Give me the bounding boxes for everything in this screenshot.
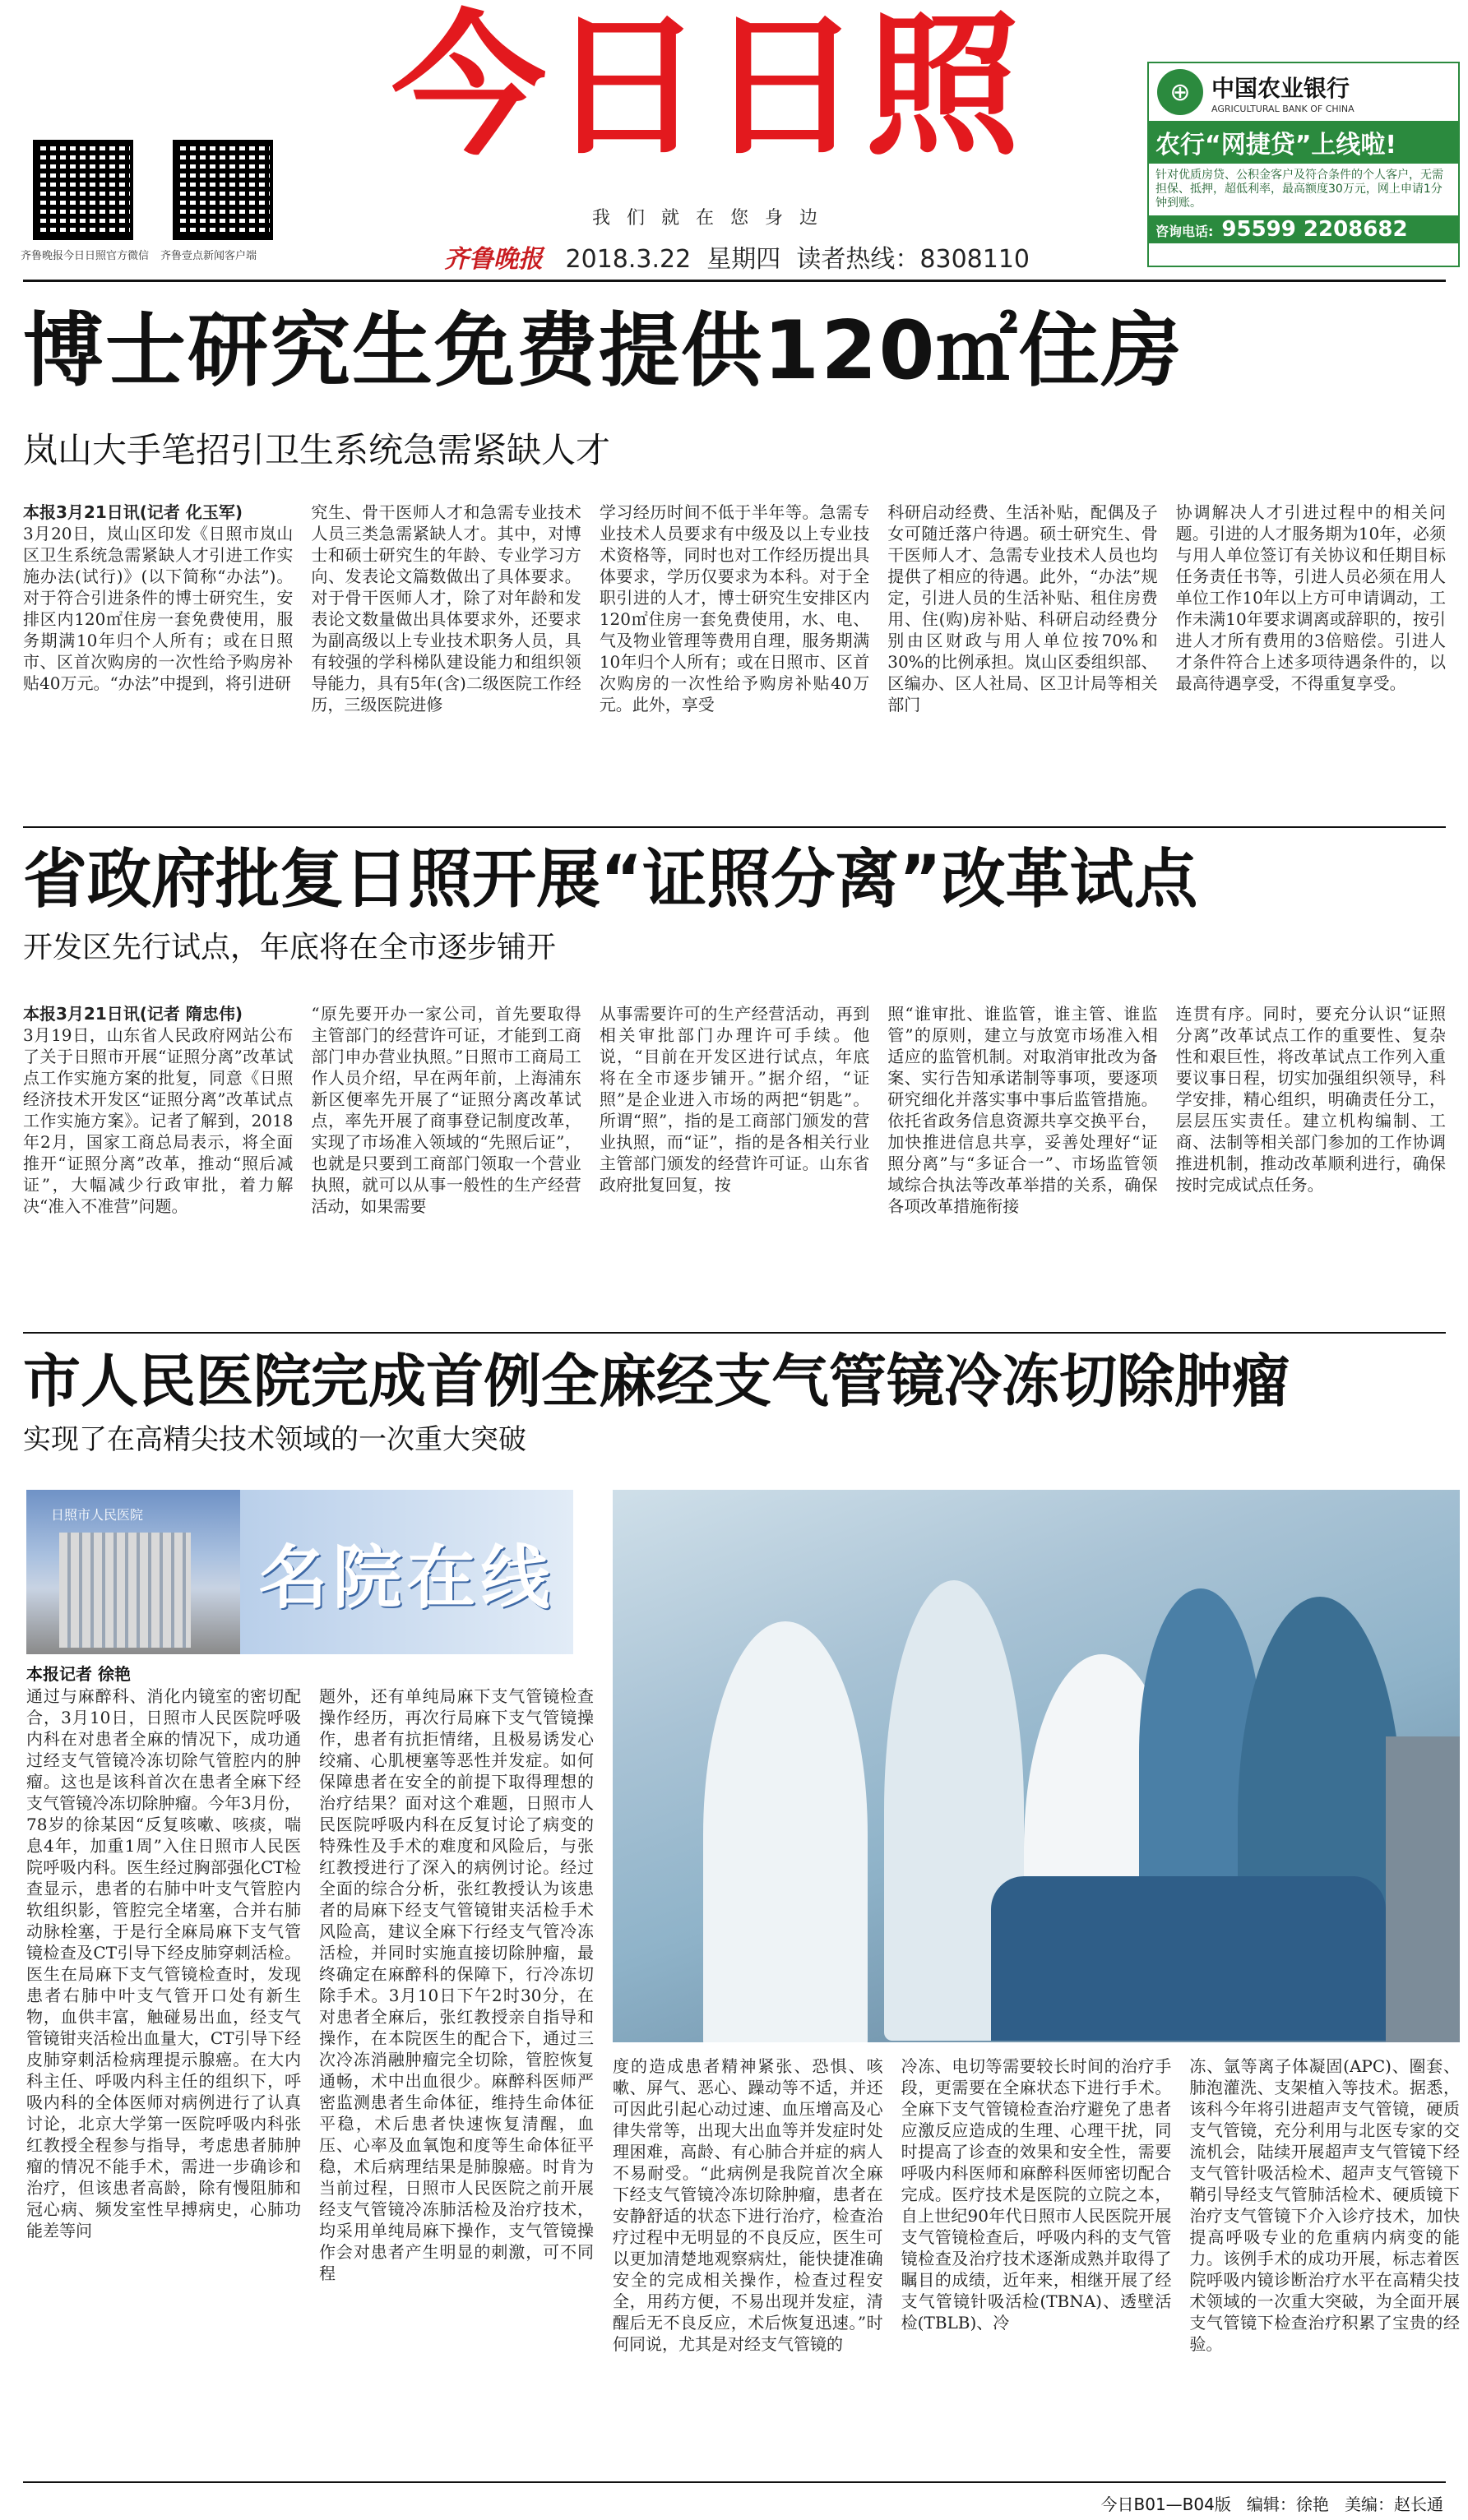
footer-editor: 编辑：徐艳 <box>1246 2495 1329 2514</box>
surgery-photo <box>613 1490 1460 2042</box>
bank-name-en: AGRICULTURAL BANK OF CHINA <box>1211 103 1355 114</box>
qr2-caption: 齐鲁壹点新闻客户端 <box>160 250 257 262</box>
article3-column: 冻、氩等离子体凝固(APC)、圈套、肺泡灌洗、支架植入等技术。据悉，该科今年将引进超声支气管镜，硬质支气管镜，充分利用与北医专家的交流机会，陆续开展超声支气管镜下经支气管针吸活检术、超声支气管镜下鞘引导经支气管肺活检术、硬质镜下治疗支气管镜下介入诊疗技术，加快提高呼吸专业的危重病内病变的能力。该例手术的成功开展，标志着医院呼吸内镜诊断治疗水平在高精尖技术领域的一次重大突破，为全面开展支气管镜下检查治疗积累了宝贵的经验。 <box>1189 2056 1461 2354</box>
page-footer <box>0 2481 1468 2520</box>
article2-subhead: 开发区先行试点，年底将在全市逐步铺开 <box>23 931 557 964</box>
abc-logo-icon: ⊕ <box>1157 69 1203 115</box>
article3-column: 度的造成患者精神紧张、恐惧、咳嗽、屏气、恶心、躁动等不适，并还可因此引起心动过速、血压增高及心律失常等，出现大出血等并发症时处理困难，高龄、有心肺合并症的病人不易耐受。“此病例是我院首次全麻下经支气管镜冷冻切除肿瘤，患者在安静舒适的状态下进行治疗，检查治疗过程中无明显的不良反应，医生可以更加清楚地观察病灶，能快捷准确安全的完成相关操作，检查过程安全，用药方便，不易出现并发症，清醒后无不良反应，术后恢复迅速。”时何同说，尤其是对经支气管镜的 <box>613 2056 883 2354</box>
ad-detail: 针对优质房贷、公积金客户及符合条件的个人客户，无需担保、抵押，超低利率，最高额度30万元，网上申请1分钟到账。 <box>1155 169 1443 210</box>
footer-art: 美编：赵长通 <box>1345 2495 1443 2514</box>
brand-title: 名院在线 <box>240 1490 573 1654</box>
ad-promo: 农行“网捷贷”上线啦! <box>1149 121 1458 164</box>
article3-column: 题外，还有单纯局麻下支气管镜检查操作经历，再次行局麻下支气管镜操作，患者有抗拒情绪，且极易诱发心绞痛、心肌梗塞等恶性并发症。如何保障患者在安全的前提下取得理想的治疗结果？面对这个难题，日照市人民医院呼吸内科在反复讨论了病变的特殊性及手术的难度和风险后，与张红教授进行了深入的病例讨论。经过全面的综合分析，张红教授认为该患者的局麻下经支气管镜钳夹活检手术风险高，建议全麻下行经支气管冷冻活检，并同时实施直接切除肿瘤，最终确定在麻醉科的保障下，行冷冻切除手术。3月10日下午2时30分，在对患者全麻后，张红教授亲自指导和操作，在本院医生的配合下，通过三次冷冻消融肿瘤完全切除，管腔恢复通畅，术中出血很少。麻醉科医师严密监测患者生命体征，维持生命体征平稳，术后患者快速恢复清醒，血压、心率及血氧饱和度等生命体征平稳，术后病理结果是肺腺癌。时肯为当前过程，日照市人民医院之前开展经支气管镜冷冻肺活检及治疗技术，均采用单纯局麻下操作，支气管镜操作会对患者产生明显的刺激，可不同程 <box>319 1686 594 2283</box>
issue-date: 2018.3.22 <box>565 245 692 274</box>
article2-column: 本报3月21日讯(记者 隋忠伟) 3月19日，山东省人民政府网站公布了关于日照市开展“证照分离”改革试点工作实施方案的批复，同意《日照经济技术开发区“证照分离”改革试点工作实施方案》。记者了解到，2018年2月，国家工商总局表示，将全面推开“证照分离”改革，推动“照后减证”，大幅减少行政审批，着力解决“准入不准营”问题。 <box>23 1004 294 1216</box>
article1-column: 科研启动经费、生活补贴，配偶及子女可随迁落户待遇。硕士研究生、骨干医师人才、急需专业技术人员也均提供了相应的待遇。此外，“办法”规定，引进人员的生活补贴、租住房费用、住(购)房补贴、科研启动经费分别由区财政与用人单位按70%和30%的比例承担。岚山区委组织部、区编办、区人社局、区卫计局等相关部门 <box>887 502 1158 714</box>
article3-right-body <box>613 2055 1460 2475</box>
equipment <box>1386 1736 1460 2042</box>
article3-byline: 本报记者 徐艳 <box>26 1664 131 1684</box>
article2-column: 照“谁审批、谁监管，谁主管、谁监管”的原则，建立与放宽市场准入相适应的监管机制。对取消审批改为备案、实行告知承诺制等事项，要逐项研究细化并落实事中事后监管措施。依托省政务信息资源共享交换平台，加快推进信息共享，妥善处理好“证照分离”与“多证合一”、市场监管领域综合执法等改革举措的关系，确保各项改革措施衔接 <box>887 1004 1158 1216</box>
paper-logo: 齐鲁晚报 <box>444 245 543 274</box>
article3-headline: 市人民医院完成首例全麻经支气管镜冷冻切除肿瘤 <box>23 1348 1290 1415</box>
bank-ad[interactable] <box>1147 62 1460 267</box>
article1-body <box>23 502 1446 814</box>
ad-phone: 咨询电话: 95599 2208682 <box>1149 215 1458 243</box>
footer-pages: 今日B01—B04版 <box>1100 2495 1231 2514</box>
article2-column: 从事需要许可的生产经营活动，再到相关审批部门办理许可手续。他说，“目前在开发区进行试点，年底将在全市逐步铺开。”据介绍，“证照”是企业进入市场的两把“钥匙”。所谓“照”，指的是工商部门颁发的营业执照，而“证”，指的是各相关行业主管部门颁发的经营许可证。山东省政府批复回复，按 <box>599 1004 870 1195</box>
article2-byline: 本报3月21日讯(记者 隋忠伟) <box>23 1004 243 1024</box>
article3-column: 冷冻、电切等需要较长时间的治疗手段，更需要在全麻状态下进行手术。全麻下支气管镜检查治疗避免了患者应激反应造成的生理、心理干扰，同时提高了诊查的效果和安全性，需要呼吸内科医师和麻醉科医师密切配合完成。医疗技术是医院的立院之本，自上世纪90年代日照市人民医院开展支气管镜检查后，呼吸内科的支气管镜检查及治疗技术逐渐成熟并取得了瞩目的成绩，近年来，相继开展了经支气管镜针吸活检(TBNA)、透壁活检(TBLB)、冷 <box>901 2056 1172 2333</box>
masthead <box>0 0 1468 275</box>
article2-column: 连贯有序。同时，要充分认识“证照分离”改革试点工作的重要性、复杂性和艰巨性，将改革试点工作列入重要议事日程，切实加强组织领导，科学安排，精心组织，明确责任分工，层层压实责任。建立机构编制、工商、法制等相关部门参加的工作协调推进机制，推动改革顺利进行，确保按时完成试点任务。 <box>1175 1004 1447 1195</box>
slogan: 我们就在您身边 <box>592 208 835 229</box>
qr-code-wechat <box>33 140 133 240</box>
article1-column: 究生、骨干医师人才和急需专业技术人员三类急需紧缺人才。其中，对博士和硕士研究生的年龄、专业学习方向、发表论文篇数做出了具体要求。对于骨干医师人才，除了对年龄和发表论文数量做出具体要求外，还要求为副高级以上专业技术职务人员，具有较强的学科梯队建设能力和组织领导能力，具有5年(含)二级医院工作经历，三级医院进修 <box>311 502 581 714</box>
article3-subhead: 实现了在高精尖技术领域的一次重大突破 <box>23 1423 526 1456</box>
patient-drape <box>991 1876 1386 2041</box>
article3-column: 通过与麻醉科、消化内镜室的密切配合，3月10日，日照市人民医院呼吸内科在对患者全麻的情况下，成功通过经支气管镜冷冻切除气管腔内的肿瘤。这也是该科首次在患者全麻下经支气管镜冷冻切除肿瘤。今年3月份，78岁的徐某因“反复咳嗽、咳痰，喘息4年，加重1周”入住日照市人民医院呼吸内科。医生经过胸部强化CT检查显示，患者的右肺中叶支气管腔内软组织影，管腔完全堵塞，合并右肺动脉栓塞，于是行全麻局麻下支气管镜检查及CT引导下经皮肺穿刺活检。医生在局麻下支气管镜检查时，发现患者右肺中叶支气管开口处有新生物，血供丰富，触碰易出血，经支气管镜钳夹活检出血量大，CT引导下经皮肺穿刺活检病理提示腺癌。在大内科主任、呼吸内科主任的组织下，呼吸内科的全体医师对病例进行了认真讨论，北京大学第一医院呼吸内科张红教授全程参与指导，考虑患者肺肿瘤的情况不能手术，需进一步确诊和治疗，但该患者高龄，除有慢阻肺和冠心病、频发室性早搏病史，心肺功能差等问 <box>26 1686 301 2240</box>
divider <box>23 280 1446 282</box>
hospital-photo <box>26 1490 240 1654</box>
newspaper-title: 今日日照 <box>391 0 1023 177</box>
hotline: 读者热线：8308110 <box>796 245 1030 274</box>
column-brand <box>26 1490 573 1654</box>
article1-column: 学习经历时间不低于半年等。急需专业技术人员要求有中级及以上专业技术资格等，同时也对工作经历提出具体要求，学历仅要求为本科。对于全职引进的人才，博士研究生安排区内120㎡住房一套免费使用，水、电、气及物业管理等费用自理，服务期满10年归个人所有；或在日照市、区首次购房的一次性给予购房补贴40万元。此外，享受 <box>599 502 870 714</box>
qr-code-app <box>173 140 273 240</box>
article2-body <box>23 1003 1446 1324</box>
article1-headline: 博士研究生免费提供120㎡住房 <box>23 304 1183 398</box>
article2-headline: 省政府批复日照开展“证照分离”改革试点 <box>23 843 1198 917</box>
article3-left-body <box>26 1685 594 2475</box>
divider <box>23 826 1446 828</box>
article1-subhead: 岚山大手笔招引卫生系统急需紧缺人才 <box>23 430 611 470</box>
dateline <box>444 238 1030 275</box>
article2-column: “原先要开办一家公司，首先要取得主管部门的经营许可证，才能到工商部门申办营业执照。”日照市工商局工作人员介绍，早在两年前，上海浦东新区便率先开展了“证照分离改革试点，率先开展了商事登记制度改革，实现了市场准入领域的“先照后证”，也就是只要到工商部门领取一个营业执照，就可以从事一般性的生产经营活动，如果需要 <box>311 1004 581 1216</box>
hospital-sign: 日照市人民医院 <box>51 1507 144 1523</box>
qr1-caption: 齐鲁晚报今日日照官方微信 <box>21 250 150 262</box>
divider <box>23 1332 1446 1334</box>
article1-byline: 本报3月21日讯(记者 化玉军) <box>23 502 243 522</box>
weekday: 星期四 <box>706 245 781 274</box>
bank-name: 中国农业银行 <box>1211 74 1350 102</box>
article1-column: 本报3月21日讯(记者 化玉军) 3月20日，岚山区印发《日照市岚山区卫生系统急需紧缺人才引进工作实施办法(试行)》(以下简称“办法”)。对于符合引进条件的博士研究生，安排区内120㎡住房一套免费使用，服务期满10年归个人所有；或在日照市、区首次购房的一次性给予购房补贴40万元。“办法”中提到，将引进研 <box>23 502 294 693</box>
article1-column: 协调解决人才引进过程中的相关问题。引进的人才服务期为10年，必须与用人单位签订有关协议和任期目标任务责任书等，引进人员必须在用人单位工作10年以上方可申请调动，工作未满10年要求调离或辞职的，按引进人才所有费用的3倍赔偿。引进人才条件符合上述多项待遇条件的，以最高待遇享受，不得重复享受。 <box>1175 502 1447 693</box>
